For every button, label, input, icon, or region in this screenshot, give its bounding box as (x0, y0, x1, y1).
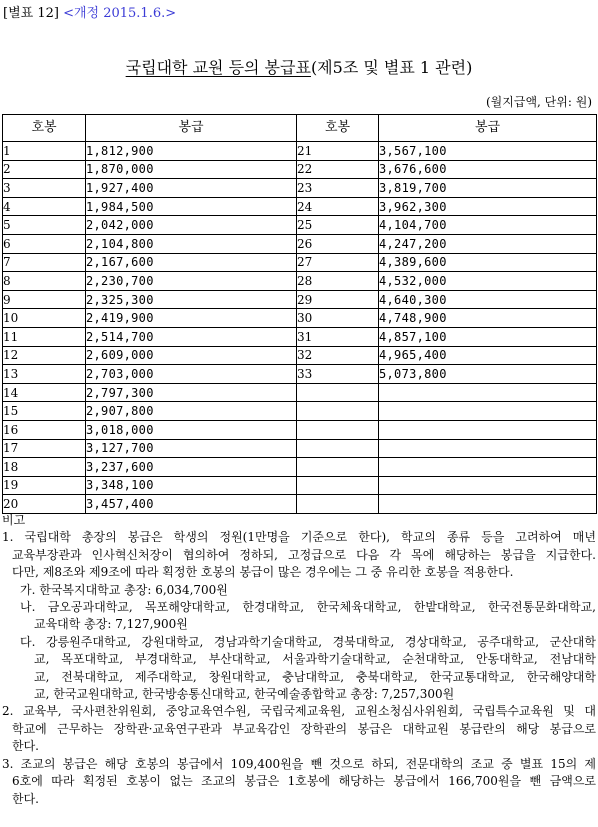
salary-cell: 2,230,700 (86, 272, 297, 291)
grade-cell: 5 (3, 216, 86, 235)
table-row (3, 495, 597, 514)
grade-cell: 6 (3, 234, 86, 253)
grade-cell: 23 (297, 179, 379, 198)
grade-cell (297, 495, 379, 514)
table-row (3, 346, 597, 365)
grade-cell: 9 (3, 290, 86, 309)
salary-cell: 2,907,800 (86, 402, 297, 421)
note-1-line: 교육부장관과 인사혁신처장이 협의하여 정하되, 고정급으로 다음 각 목에 해당하는 봉급을 지급한다. (12, 547, 596, 562)
table-row (3, 234, 597, 253)
note-3-line: 3. 조교의 봉급은 해당 호봉의 봉급에서 109,400원을 뺀 것으로 하되, 전문대학의 조교 중 별표 15의 제 (2, 756, 596, 771)
grade-cell (297, 458, 379, 477)
salary-cell: 2,514,700 (86, 327, 297, 346)
col-header-grade: 호봉 (297, 115, 379, 142)
salary-cell: 2,703,000 (86, 365, 297, 384)
table-row (3, 290, 597, 309)
grade-cell: 12 (3, 346, 86, 365)
table-row (3, 439, 597, 458)
salary-cell: 2,419,900 (86, 309, 297, 328)
grade-cell (297, 476, 379, 495)
grade-cell (297, 420, 379, 439)
salary-cell: 4,748,900 (379, 309, 597, 328)
grade-cell: 14 (3, 383, 86, 402)
salary-cell: 2,609,000 (86, 346, 297, 365)
table-row (3, 383, 597, 402)
salary-cell: 3,348,100 (86, 476, 297, 495)
salary-cell (379, 458, 597, 477)
table-row (3, 197, 597, 216)
table-row (3, 458, 597, 477)
col-header-grade: 호봉 (3, 115, 86, 142)
salary-cell (379, 495, 597, 514)
salary-cell: 4,857,100 (379, 327, 597, 346)
grade-cell: 30 (297, 309, 379, 328)
salary-cell: 2,104,800 (86, 234, 297, 253)
note-1-item-da: 교, 전북대학교, 제주대학교, 창원대학교, 충남대학교, 충북대학교, 한국교통대학교, 한국해양대학 (34, 669, 596, 684)
salary-cell: 3,018,000 (86, 420, 297, 439)
table-row (3, 365, 597, 384)
grade-cell: 18 (3, 458, 86, 477)
note-2-line: 2. 교육부, 국사편찬위원회, 중앙교육연수원, 국립국제교육원, 교원소청심사위원회, 국립특수교육원 및 대 (2, 704, 596, 719)
salary-cell: 3,237,600 (86, 458, 297, 477)
col-header-salary: 봉급 (379, 115, 597, 142)
grade-cell: 25 (297, 216, 379, 235)
salary-cell: 2,167,600 (86, 253, 297, 272)
note-1-item-da: 교, 목포대학교, 부경대학교, 부산대학교, 서울과학기술대학교, 순천대학교, 안동대학교, 전남대학 (34, 652, 596, 667)
notes-section (2, 512, 596, 808)
grade-cell: 1 (3, 142, 86, 161)
grade-cell: 13 (3, 365, 86, 384)
grade-cell: 19 (3, 476, 86, 495)
note-1-item-na: 나. 금오공과대학교, 목포해양대학교, 한경대학교, 한국체육대학교, 한밭대학교, 한국전통문화대학교, (20, 600, 596, 615)
grade-cell: 8 (3, 272, 86, 291)
note-1-line: 다만, 제8조와 제9조에 따라 획정한 호봉의 봉급이 많은 경우에는 그 중 유리한 호봉을 적용한다. (12, 565, 514, 580)
table-row (3, 253, 597, 272)
table-row (3, 327, 597, 346)
table-row (3, 402, 597, 421)
note-1-item-na: 교육대학 총장: 7,127,900원 (34, 617, 188, 632)
grade-cell: 33 (297, 365, 379, 384)
grade-cell: 4 (3, 197, 86, 216)
salary-cell: 4,247,200 (379, 234, 597, 253)
note-1-item-ga: 가. 한국복지대학교 총장: 6,034,700원 (20, 582, 228, 597)
grade-cell (297, 439, 379, 458)
note-3-line: 한다. (12, 791, 39, 806)
salary-cell (379, 402, 597, 421)
grade-cell: 21 (297, 142, 379, 161)
salary-cell: 2,325,300 (86, 290, 297, 309)
salary-cell: 3,676,600 (379, 160, 597, 179)
salary-cell: 3,127,700 (86, 439, 297, 458)
salary-cell: 4,104,700 (379, 216, 597, 235)
page-title (0, 55, 598, 78)
table-row (3, 142, 597, 161)
grade-cell: 7 (3, 253, 86, 272)
table-row (3, 309, 597, 328)
salary-table-body (3, 142, 597, 514)
notes-heading: 비고 (2, 513, 26, 527)
grade-cell: 27 (297, 253, 379, 272)
salary-cell (379, 476, 597, 495)
note-2-line: 한다. (12, 739, 39, 754)
salary-table (2, 114, 597, 514)
table-row (3, 216, 597, 235)
salary-cell: 2,042,000 (86, 216, 297, 235)
grade-cell: 22 (297, 160, 379, 179)
salary-cell: 1,927,400 (86, 179, 297, 198)
table-row (3, 272, 597, 291)
salary-cell: 5,073,800 (379, 365, 597, 384)
salary-cell: 1,870,000 (86, 160, 297, 179)
annex-header (3, 2, 176, 21)
table-row (3, 420, 597, 439)
title-sub: (제5조 및 별표 1 관련) (310, 58, 473, 77)
grade-cell: 15 (3, 402, 86, 421)
grade-cell: 32 (297, 346, 379, 365)
salary-cell: 4,532,000 (379, 272, 597, 291)
note-2-line: 학교에 근무하는 장학관·교육연구관과 부교육감인 장학관의 봉급은 대학교원 봉급란의 해당 봉급으로 (12, 721, 596, 736)
grade-cell: 17 (3, 439, 86, 458)
annex-ref: [별표 12] (3, 6, 59, 21)
salary-cell: 1,812,900 (86, 142, 297, 161)
grade-cell (297, 402, 379, 421)
salary-cell: 4,965,400 (379, 346, 597, 365)
grade-cell (297, 383, 379, 402)
grade-cell: 3 (3, 179, 86, 198)
col-header-salary: 봉급 (86, 115, 297, 142)
grade-cell: 11 (3, 327, 86, 346)
grade-cell: 10 (3, 309, 86, 328)
note-1-item-da: 다. 강릉원주대학교, 강원대학교, 경남과학기술대학교, 경북대학교, 경상대학교, 공주대학교, 군산대학 (20, 634, 596, 649)
note-3-line: 6호에 따라 획정된 호봉이 없는 조교의 봉급은 1호봉에 해당하는 봉급에서 166,700원을 뺀 금액으로 (12, 774, 596, 789)
grade-cell: 16 (3, 420, 86, 439)
salary-cell: 3,819,700 (379, 179, 597, 198)
salary-cell: 4,640,300 (379, 290, 597, 309)
grade-cell: 20 (3, 495, 86, 514)
grade-cell: 29 (297, 290, 379, 309)
note-1-item-da: 교, 한국교원대학교, 한국방송통신대학교, 한국예술종합학교 총장: 7,257,300원 (34, 687, 455, 702)
salary-cell: 2,797,300 (86, 383, 297, 402)
table-row (3, 179, 597, 198)
grade-cell: 2 (3, 160, 86, 179)
grade-cell: 28 (297, 272, 379, 291)
grade-cell: 26 (297, 234, 379, 253)
salary-cell: 1,984,500 (86, 197, 297, 216)
salary-cell (379, 420, 597, 439)
salary-cell: 3,457,400 (86, 495, 297, 514)
salary-cell: 4,389,600 (379, 253, 597, 272)
amendment-link[interactable]: <개정 2015.1.6.> (63, 6, 177, 21)
table-header-row (3, 115, 597, 142)
table-row (3, 476, 597, 495)
salary-cell (379, 439, 597, 458)
salary-cell (379, 383, 597, 402)
grade-cell: 24 (297, 197, 379, 216)
title-main: 국립대학 교원 등의 봉급표 (125, 58, 311, 77)
salary-cell: 3,567,100 (379, 142, 597, 161)
table-row (3, 160, 597, 179)
unit-note: (월지급액, 단위: 원) (486, 95, 592, 109)
salary-cell: 3,962,300 (379, 197, 597, 216)
note-1-line: 1. 국립대학 총장의 봉급은 학생의 정원(1만명을 기준으로 한다), 학교의 종류 등을 고려하여 매년 (2, 530, 596, 545)
grade-cell: 31 (297, 327, 379, 346)
